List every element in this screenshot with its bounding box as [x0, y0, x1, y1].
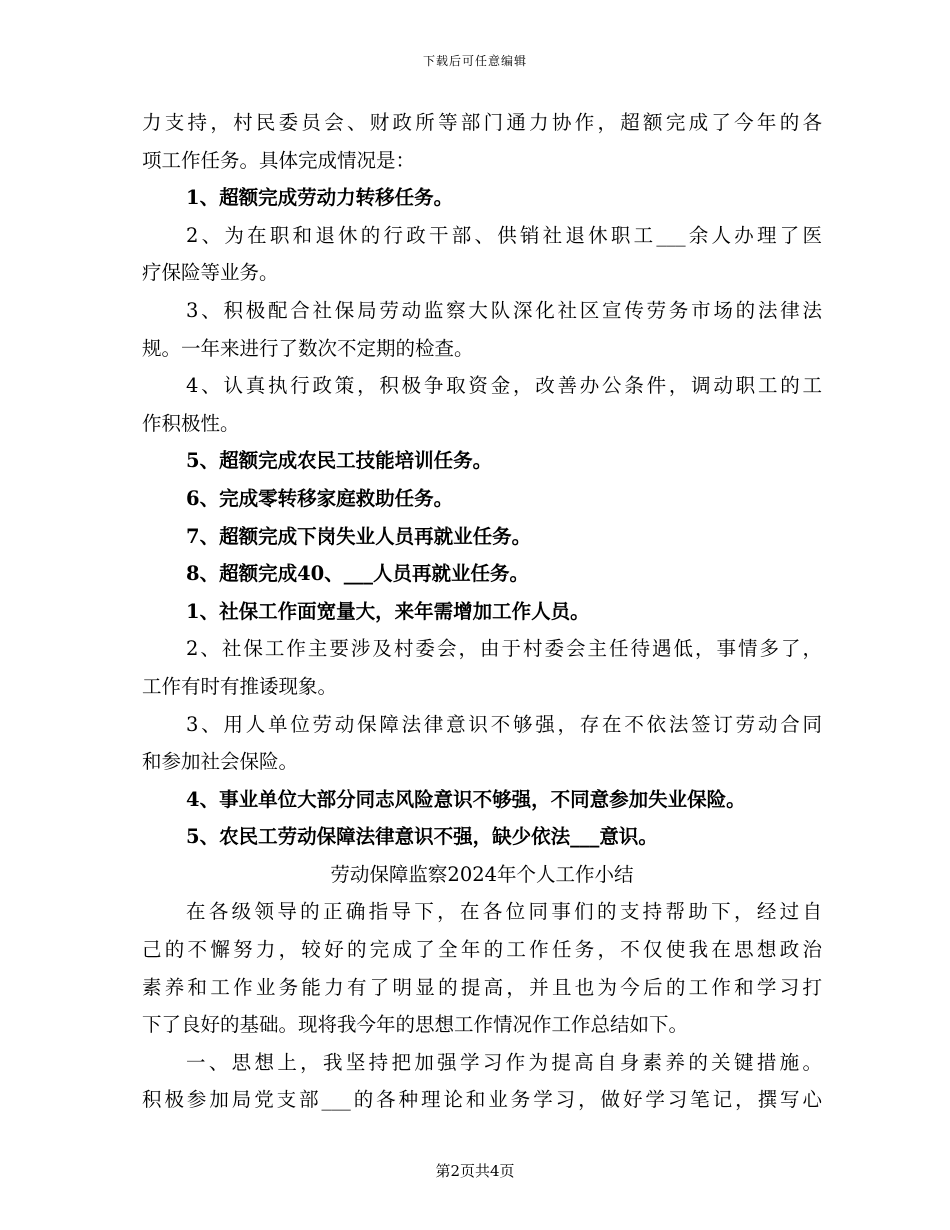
list-item: 2、为在职和退休的行政干部、供销社退休职工___余人办理了医: [186, 223, 822, 247]
paragraph-line: 下了良好的基础。现将我今年的思想工作情况作工作总结如下。: [142, 1013, 689, 1037]
list-item-bold: 1、超额完成劳动力转移任务。: [186, 186, 454, 210]
paragraph-line: 一、思想上，我坚持把加强学习作为提高自身素养的关键措施。: [186, 1050, 822, 1074]
list-item: 4、认真执行政策，积极争取资金，改善办公条件，调动职工的工: [186, 374, 822, 398]
section-title: 劳动保障监察2024年个人工作小结: [330, 862, 634, 886]
list-item: 3、用人单位劳动保障法律意识不够强，存在不依法签订劳动合同: [186, 712, 822, 736]
list-item-bold: 8、超额完成40、___人员再就业任务。: [186, 562, 529, 586]
paragraph-line: 己的不懈努力，较好的完成了全年的工作任务，不仅使我在思想政治: [142, 938, 822, 962]
text-line: 疗保险等业务。: [142, 261, 279, 285]
text-line: 力支持，村民委员会、财政所等部门通力协作，超额完成了今年的各: [142, 111, 822, 134]
paragraph-line: 积极参加局党支部___的各种理论和业务学习，做好学习笔记，撰写心: [142, 1088, 822, 1112]
list-item-bold: 1、社保工作面宽量大，来年需增加工作人员。: [186, 599, 590, 623]
text-line: 项工作任务。具体完成情况是：: [142, 148, 416, 172]
text-line: 工作有时有推诿现象。: [142, 674, 338, 698]
text-line: 和参加社会保险。: [142, 750, 299, 774]
list-item-bold: 4、事业单位大部分同志风险意识不够强，不同意参加失业保险。: [186, 787, 746, 811]
list-item: 3、积极配合社保局劳动监察大队深化社区宣传劳务市场的法律法: [186, 298, 822, 322]
page-number: 第2页共4页: [435, 1162, 515, 1180]
list-item-bold: 5、农民工劳动保障法律意识不强，缺少依法___意识。: [186, 825, 658, 849]
list-item-bold: 6、完成零转移家庭救助任务。: [186, 486, 454, 510]
text-line: 规。一年来进行了数次不定期的检查。: [142, 336, 474, 360]
list-item: 2、社保工作主要涉及村委会，由于村委会主任待遇低，事情多了，: [186, 637, 822, 661]
page-header-note: 下载后可任意编辑: [422, 54, 527, 68]
text-line: 作积极性。: [142, 411, 240, 435]
paragraph-line: 在各级领导的正确指导下，在各位同事们的支持帮助下，经过自: [186, 900, 822, 924]
document-body: [142, 104, 822, 1119]
paragraph-line: 素养和工作业务能力有了明显的提高，并且也为今后的工作和学习打: [142, 975, 822, 999]
list-item-bold: 7、超额完成下岗失业人员再就业任务。: [186, 524, 532, 548]
list-item-bold: 5、超额完成农民工技能培训任务。: [186, 449, 493, 473]
